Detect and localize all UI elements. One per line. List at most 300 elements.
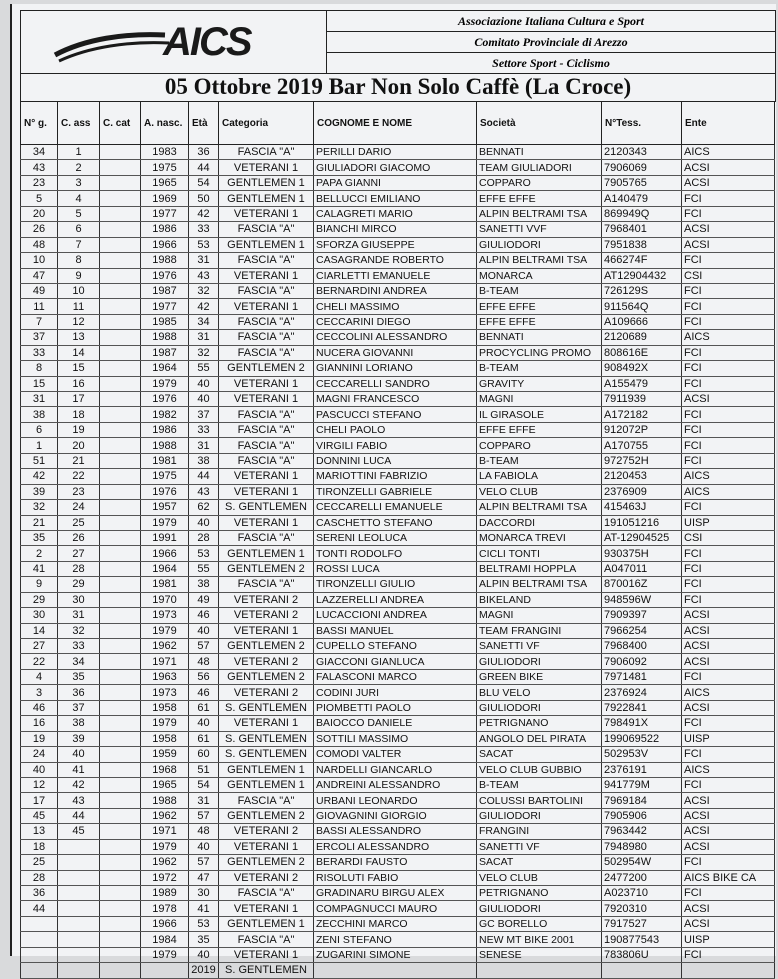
table-cell: 808616E [602,345,682,360]
table-cell: 14 [21,623,58,638]
table-cell: CODINI JURI [314,685,477,700]
table-cell: FCI [682,253,775,268]
table-cell: 30 [58,592,100,607]
table-row [21,546,775,561]
table-cell: FCI [682,592,775,607]
table-cell: 1963 [141,669,189,684]
table-cell: 41 [189,901,219,916]
table-cell: 54 [189,777,219,792]
table-cell: 2376191 [602,762,682,777]
table-cell: 24 [58,500,100,515]
table-cell [21,932,58,947]
table-cell: GC BORELLO [477,916,602,931]
table-cell: FASCIA "A" [219,438,314,453]
table-cell: GENTLEMEN 1 [219,762,314,777]
table-cell: FCI [682,422,775,437]
table-cell: SFORZA GIUSEPPE [314,237,477,252]
table-row [21,901,775,916]
table-cell: GENTLEMEN 2 [219,639,314,654]
table-cell [100,623,141,638]
table-cell: 23 [21,175,58,190]
table-row [21,376,775,391]
table-cell [100,407,141,422]
table-cell [100,361,141,376]
table-cell: 1985 [141,314,189,329]
table-cell: MONARCA [477,268,602,283]
table-cell [58,901,100,916]
column-header: A. nasc. [141,102,189,145]
table-cell: 40 [189,947,219,962]
table-cell: FASCIA "A" [219,793,314,808]
table-cell: 56 [189,669,219,684]
table-cell: SANETTI VF [477,639,602,654]
table-cell: CHELI PAOLO [314,422,477,437]
table-cell: 18 [58,407,100,422]
sector-name: Settore Sport - Ciclismo [492,56,610,70]
table-cell: ANGOLO DEL PIRATA [477,731,602,746]
table-cell: 33 [58,639,100,654]
table-cell [100,515,141,530]
table-cell: VETERANI 1 [219,484,314,499]
table-cell: CECCARINI DIEGO [314,314,477,329]
table-cell: NUCERA GIOVANNI [314,345,477,360]
table-cell: NEW MT BIKE 2001 [477,932,602,947]
table-cell: 7920310 [602,901,682,916]
table-cell: FASCIA "A" [219,932,314,947]
table-cell: EFFE EFFE [477,299,602,314]
table-cell: PETRIGNANO [477,716,602,731]
table-cell: 30 [189,886,219,901]
table-row [21,824,775,839]
table-cell: AICS [682,145,775,160]
table-row [21,191,775,206]
table-cell [58,839,100,854]
table-cell: B-TEAM [477,283,602,298]
table-cell: ALPIN BELTRAMI TSA [477,206,602,221]
table-cell: ANDREINI ALESSANDRO [314,777,477,792]
table-cell: CSI [682,530,775,545]
table-cell: A023710 [602,886,682,901]
table-cell: GIOVAGNINI GIORGIO [314,808,477,823]
table-cell: GIANNINI LORIANO [314,361,477,376]
table-cell: 40 [189,623,219,638]
table-cell: 2477200 [602,870,682,885]
table-cell: ACSI [682,654,775,669]
table-cell: FASCIA "A" [219,422,314,437]
table-cell: EFFE EFFE [477,191,602,206]
table-cell: FRANGINI [477,824,602,839]
table-cell: GENTLEMEN 1 [219,237,314,252]
table-cell: 22 [58,469,100,484]
table-cell [100,330,141,345]
table-cell: FCI [682,716,775,731]
table-row [21,268,775,283]
table-cell: 9 [21,577,58,592]
table-cell: 57 [189,855,219,870]
table-cell: ALPIN BELTRAMI TSA [477,253,602,268]
table-cell: 7917527 [602,916,682,931]
table-row [21,515,775,530]
table-cell: FASCIA "A" [219,577,314,592]
table-cell: VETERANI 2 [219,608,314,623]
table-cell: LAZZERELLI ANDREA [314,592,477,607]
table-cell: ACSI [682,793,775,808]
table-cell [100,762,141,777]
table-cell: GENTLEMEN 2 [219,669,314,684]
table-cell: 53 [189,237,219,252]
table-row [21,685,775,700]
table-cell [100,237,141,252]
table-cell: 41 [58,762,100,777]
table-cell: 2 [21,546,58,561]
table-cell: TEAM FRANGINI [477,623,602,638]
table-cell: FCI [682,886,775,901]
table-cell: 1987 [141,283,189,298]
aics-logo-icon [45,17,305,67]
table-cell: AICS [682,685,775,700]
table-cell [100,438,141,453]
table-cell: 39 [21,484,58,499]
table-cell: 12 [58,314,100,329]
table-cell: 49 [21,283,58,298]
table-cell: BERARDI FAUSTO [314,855,477,870]
table-cell: MAGNI [477,392,602,407]
page-title: 05 Ottobre 2019 Bar Non Solo Caffè (La Croce) [20,72,776,102]
table-cell: 12 [21,777,58,792]
table-row [21,731,775,746]
table-cell [314,963,477,978]
column-header: N° g. [21,102,58,145]
table-row [21,639,775,654]
table-cell: FCI [682,669,775,684]
column-header: C. ass [58,102,100,145]
table-cell: VETERANI 1 [219,947,314,962]
table-cell: 1978 [141,901,189,916]
table-cell: BIANCHI MIRCO [314,222,477,237]
table-cell: FASCIA "A" [219,330,314,345]
table-cell: 47 [189,870,219,885]
table-cell [58,886,100,901]
table-cell: A140479 [602,191,682,206]
table-cell [100,963,141,978]
table-cell: 7971481 [602,669,682,684]
table-cell: AICS [682,762,775,777]
table-cell: VETERANI 2 [219,824,314,839]
table-cell: FCI [682,947,775,962]
table-cell: 2376924 [602,685,682,700]
results-sheet [10,4,776,977]
table-cell: FCI [682,438,775,453]
table-cell: 191051216 [602,515,682,530]
table-cell: 32 [21,500,58,515]
table-cell: 1982 [141,407,189,422]
table-cell: 13 [21,824,58,839]
table-cell: 466274F [602,253,682,268]
table-cell: 7968401 [602,222,682,237]
table-cell [100,577,141,592]
table-cell: SOTTILI MASSIMO [314,731,477,746]
table-cell: 1959 [141,747,189,762]
table-cell: VETERANI 2 [219,870,314,885]
table-row [21,484,775,499]
table-cell: VELO CLUB GUBBIO [477,762,602,777]
table-cell: CALAGRETI MARIO [314,206,477,221]
table-cell: 7909397 [602,608,682,623]
table-cell [100,453,141,468]
table-cell [602,963,682,978]
table-cell: 21 [58,453,100,468]
table-cell: LUCACCIONI ANDREA [314,608,477,623]
table-cell: 1968 [141,762,189,777]
table-cell: 1958 [141,731,189,746]
results-table [20,101,775,979]
table-cell: 1966 [141,546,189,561]
table-cell: AICS [682,330,775,345]
table-cell: 42 [21,469,58,484]
table-cell [100,700,141,715]
table-cell: 1970 [141,592,189,607]
table-cell: 34 [21,145,58,160]
table-cell: ACSI [682,901,775,916]
table-cell: ROSSI LUCA [314,561,477,576]
table-cell [58,870,100,885]
table-cell: 61 [189,731,219,746]
table-cell: 1971 [141,824,189,839]
table-cell: GIULIODORI [477,901,602,916]
table-cell: BASSI MANUEL [314,623,477,638]
table-cell: VELO CLUB [477,484,602,499]
table-cell: 1976 [141,484,189,499]
table-cell: ACSI [682,222,775,237]
table-row [21,870,775,885]
table-cell [100,222,141,237]
table-cell: 40 [189,515,219,530]
table-cell: 7948980 [602,839,682,854]
table-row [21,299,775,314]
table-cell: VIRGILI FABIO [314,438,477,453]
table-cell: 40 [189,376,219,391]
table-cell: FCI [682,453,775,468]
table-cell: 31 [189,793,219,808]
table-cell: 3 [58,175,100,190]
table-cell: 6 [58,222,100,237]
table-cell: 199069522 [602,731,682,746]
table-cell [58,932,100,947]
table-cell: 1979 [141,839,189,854]
table-row [21,793,775,808]
table-cell: 6 [21,422,58,437]
table-cell [21,963,58,978]
table-cell: 38 [189,453,219,468]
table-cell: 31 [21,392,58,407]
table-cell: S. GENTLEMEN [219,731,314,746]
table-cell: 1979 [141,623,189,638]
table-cell: BELTRAMI HOPPLA [477,561,602,576]
table-cell: 19 [58,422,100,437]
table-cell: 17 [21,793,58,808]
table-cell: 43 [21,160,58,175]
table-cell: GENTLEMEN 1 [219,175,314,190]
table-cell: CECCOLINI ALESSANDRO [314,330,477,345]
table-cell: COLUSSI BARTOLINI [477,793,602,808]
table-cell: COMODI VALTER [314,747,477,762]
table-cell: CUPELLO STEFANO [314,639,477,654]
table-cell: 1986 [141,222,189,237]
table-cell [100,932,141,947]
table-cell: SERENI LEOLUCA [314,530,477,545]
table-cell: 44 [189,160,219,175]
table-row [21,330,775,345]
table-row [21,608,775,623]
table-cell: BIKELAND [477,592,602,607]
table-cell: 49 [189,592,219,607]
table-cell: A109666 [602,314,682,329]
column-header: Ente [682,102,775,145]
table-cell: LA FABIOLA [477,469,602,484]
table-cell: 1984 [141,932,189,947]
table-cell: BENNATI [477,330,602,345]
table-cell: 1973 [141,608,189,623]
table-cell: 1986 [141,422,189,437]
table-cell: 40 [189,839,219,854]
table-cell: 941779M [602,777,682,792]
table-cell: 1988 [141,330,189,345]
table-cell [58,916,100,931]
table-cell: 1 [58,145,100,160]
table-cell: EFFE EFFE [477,422,602,437]
table-cell: 48 [189,654,219,669]
table-cell: 61 [189,700,219,715]
table-cell: 7968400 [602,639,682,654]
table-cell: GIACCONI GIANLUCA [314,654,477,669]
table-cell: 36 [189,145,219,160]
table-cell: ACSI [682,237,775,252]
table-cell: B-TEAM [477,361,602,376]
table-cell: 27 [58,546,100,561]
table-cell: 10 [58,283,100,298]
table-cell: 1981 [141,577,189,592]
table-cell: 1979 [141,716,189,731]
table-row [21,623,775,638]
table-cell [21,947,58,962]
table-cell [100,716,141,731]
table-cell: 11 [58,299,100,314]
table-cell [100,654,141,669]
table-cell: URBANI LEONARDO [314,793,477,808]
table-cell: FASCIA "A" [219,253,314,268]
table-cell: VETERANI 1 [219,469,314,484]
table-cell [100,376,141,391]
table-cell: 7905765 [602,175,682,190]
table-cell: GIULIADORI GIACOMO [314,160,477,175]
table-cell [100,592,141,607]
table-cell: 38 [189,577,219,592]
table-row [21,453,775,468]
table-cell: ACSI [682,623,775,638]
table-cell: FASCIA "A" [219,407,314,422]
table-cell: 1988 [141,253,189,268]
table-cell: GENTLEMEN 1 [219,191,314,206]
table-cell [100,345,141,360]
table-cell: GENTLEMEN 2 [219,855,314,870]
table-cell: FCI [682,546,775,561]
table-cell: 9 [58,268,100,283]
table-cell: GENTLEMEN 1 [219,777,314,792]
table-cell [100,947,141,962]
table-cell: 24 [21,747,58,762]
column-header: COGNOME E NOME [314,102,477,145]
table-cell: ALPIN BELTRAMI TSA [477,500,602,515]
table-cell: COPPARO [477,438,602,453]
table-row [21,361,775,376]
table-cell: 1981 [141,453,189,468]
table-cell [100,253,141,268]
table-cell: ACSI [682,808,775,823]
table-cell [100,639,141,654]
table-cell [100,530,141,545]
table-cell: 33 [21,345,58,360]
logo-text: AICS [163,20,251,64]
table-cell: CASCHETTO STEFANO [314,515,477,530]
table-cell: 1979 [141,515,189,530]
column-header: C. cat [100,102,141,145]
table-cell: CIARLETTI EMANUELE [314,268,477,283]
table-cell: UISP [682,731,775,746]
table-cell: 55 [189,561,219,576]
table-cell: 1977 [141,206,189,221]
table-cell: 1988 [141,793,189,808]
table-cell: CECCARELLI SANDRO [314,376,477,391]
column-header: Categoria [219,102,314,145]
table-cell: 2376909 [602,484,682,499]
table-cell: 1 [21,438,58,453]
table-cell: 29 [58,577,100,592]
table-cell: 5 [21,191,58,206]
table-cell: UISP [682,932,775,947]
table-cell: 1962 [141,808,189,823]
table-cell: FASCIA "A" [219,222,314,237]
table-row [21,777,775,792]
table-cell: 36 [58,685,100,700]
table-row [21,422,775,437]
table-cell: 35 [58,669,100,684]
table-cell: 46 [189,685,219,700]
table-cell: ZENI STEFANO [314,932,477,947]
table-cell: 7 [21,314,58,329]
table-cell: 13 [58,330,100,345]
table-cell: 32 [189,283,219,298]
table-header-row [21,102,775,145]
table-row [21,237,775,252]
table-cell: 57 [189,639,219,654]
table-row [21,577,775,592]
table-cell: CASAGRANDE ROBERTO [314,253,477,268]
table-cell: CHELI MASSIMO [314,299,477,314]
table-cell: 45 [58,824,100,839]
table-cell: GRAVITY [477,376,602,391]
table-cell: GIULIODORI [477,654,602,669]
table-cell: B-TEAM [477,777,602,792]
table-cell: 47 [21,268,58,283]
column-header: Società [477,102,602,145]
table-cell: VELO CLUB [477,870,602,885]
table-cell: 1976 [141,268,189,283]
table-cell: 1979 [141,376,189,391]
table-cell: PAPA GIANNI [314,175,477,190]
table-cell [100,561,141,576]
table-cell [100,191,141,206]
table-cell: SACAT [477,747,602,762]
